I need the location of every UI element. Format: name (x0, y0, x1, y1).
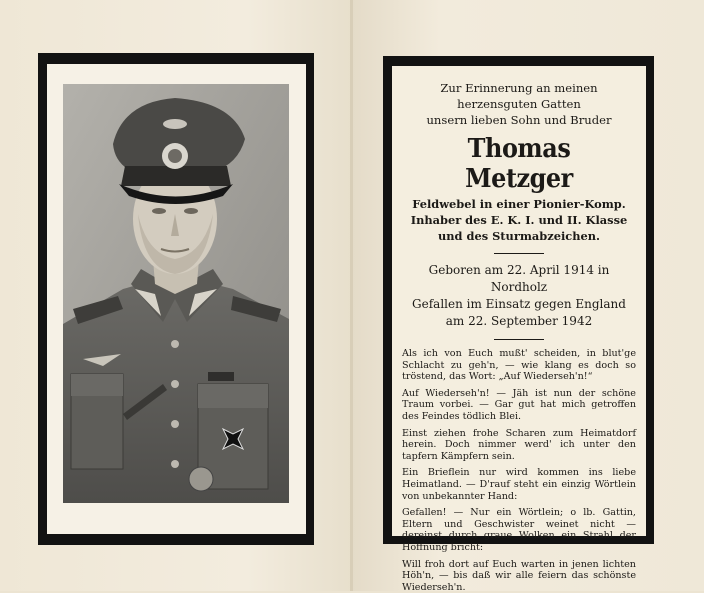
dedication-line-1: Zur Erinnerung an meinen herzensguten Gatten (402, 80, 636, 112)
rank-line-1: Feldwebel in einer Pionier-Komp. (402, 196, 636, 212)
life-dates (402, 262, 636, 330)
poem-stanza-5: Gefallen! — Nur ein Wörtlein; o lb. Gattin, Eltern und Geschwister weinet nicht — dereinst durch graue Wolken ein Strahl der Hoffnung bricht: (402, 507, 636, 553)
poem-stanza-2: Auf Wiederseh'n! — Jäh ist nun der schöne Traum vorbei. — Gar gut hat mich getroffen des Feindes tödlich Blei. (402, 388, 636, 423)
poem-stanza-4: Ein Brieflein nur wird kommen ins liebe Heimatland. — D'rauf steht ein einzig Wörtlein von unbekannter Hand: (402, 467, 636, 502)
poem-stanza-6: Will froh dort auf Euch warten in jenen lichten Höh'n, — bis daß wir alle feiern das schönste Wiederseh'n. (402, 559, 636, 593)
poem-stanza-3: Einst ziehen frohe Scharen zum Heimatdorf herein. Doch nimmer werd' ich unter den tapfern Kämpfern sein. (402, 428, 636, 463)
rank-line-3: und des Sturmabzeichen. (402, 228, 636, 244)
divider-bottom (494, 339, 544, 340)
divider-top (494, 253, 544, 254)
dedication (402, 80, 636, 128)
card-fold (350, 0, 353, 591)
deceased-name: Thomas Metzger (411, 134, 626, 194)
rank-and-honors (402, 196, 636, 244)
birth-line: Geboren am 22. April 1914 in Nordholz (402, 262, 636, 296)
dedication-line-2: unsern lieben Sohn und Bruder (402, 112, 636, 128)
poem-stanza-1: Als ich von Euch mußt' scheiden, in blut'ge Schlacht zu geh'n, — wie klang es doch so tröstend, das Wort: „Auf Wiederseh'n!“ (402, 348, 636, 383)
rank-line-2: Inhaber des E. K. I. und II. Klasse (402, 212, 636, 228)
fallen-line-2: am 22. September 1942 (402, 313, 636, 330)
fallen-line-1: Gefallen im Einsatz gegen England (402, 296, 636, 313)
soldier-portrait-photo (63, 84, 289, 503)
memorial-text-panel (392, 66, 646, 536)
memorial-poem (402, 348, 636, 593)
soldier-portrait-illustration (63, 84, 289, 503)
